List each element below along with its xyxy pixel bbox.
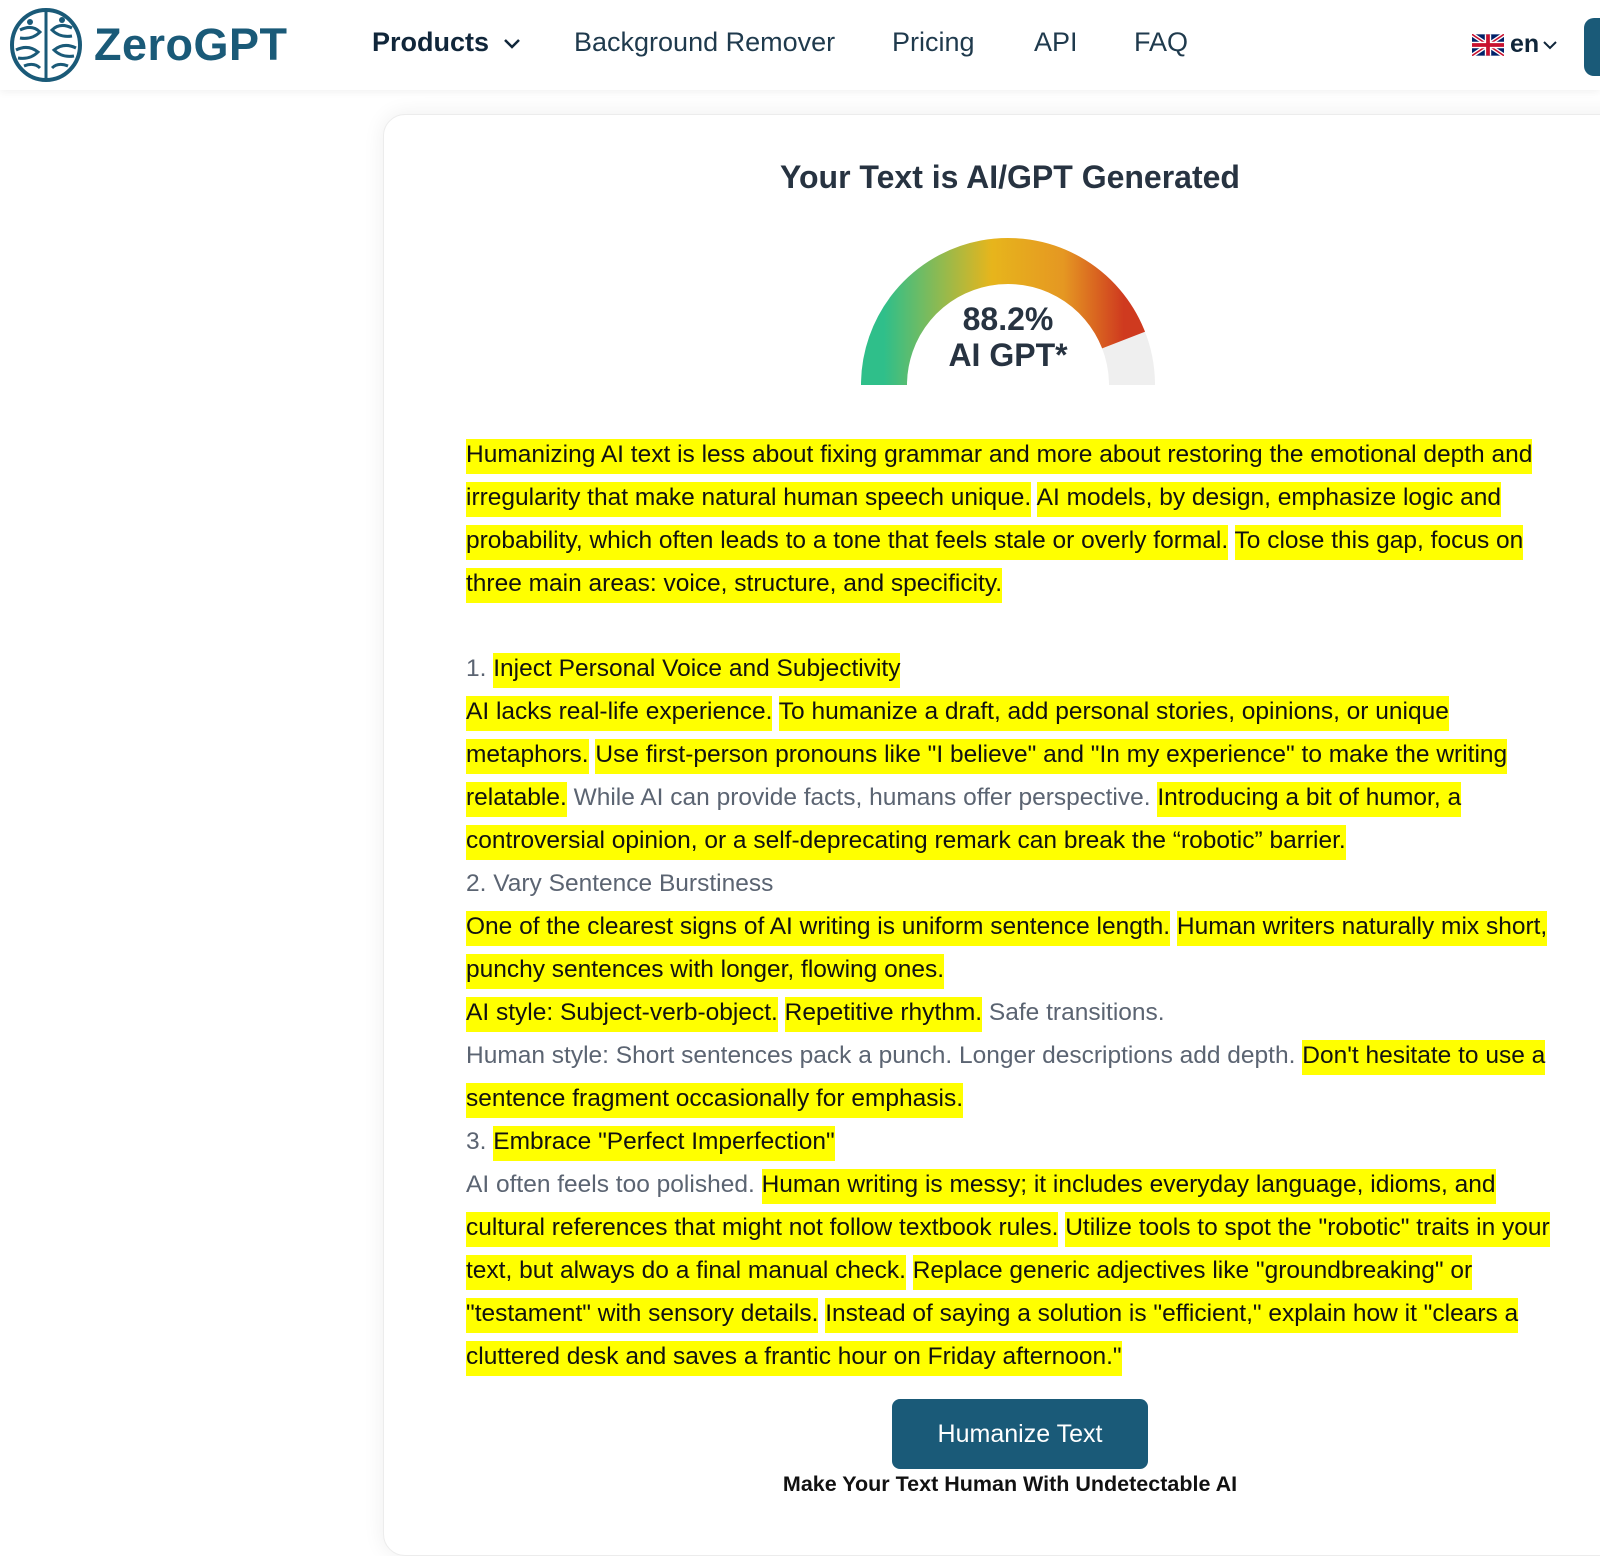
paragraph-intro <box>466 433 1578 605</box>
ai-sentence: To close this gap, focus on three main areas: voice, structure, and specificity. <box>466 525 1523 603</box>
language-code: en <box>1510 30 1540 58</box>
nav-background-remover[interactable]: Background Remover <box>574 27 836 57</box>
uk-flag-icon <box>1472 34 1504 56</box>
paragraph-imperfection <box>466 1163 1578 1378</box>
brain-icon <box>8 6 84 84</box>
paragraph-burstiness <box>466 905 1578 991</box>
ai-sentence: Instead of saying a solution is "efficient," explain how it "clears a cluttered desk and saves a frantic hour on Friday afternoon." <box>466 1298 1518 1376</box>
human-sentence: Human style: Short sentences pack a punch. Longer descriptions add depth. <box>466 1042 1296 1069</box>
paragraph-human-style <box>466 1034 1578 1120</box>
nav-pricing[interactable]: Pricing <box>892 27 975 57</box>
logo-text: ZeroGPT <box>94 19 288 70</box>
nav-products-label: Products <box>372 27 490 57</box>
heading-1 <box>466 647 1578 690</box>
result-card <box>383 114 1600 1556</box>
heading-number: 3. <box>466 1128 487 1155</box>
nav-products[interactable] <box>372 27 521 58</box>
ai-sentence: Replace generic adjectives like "groundbreaking" or "testament" with sensory details. <box>466 1255 1472 1333</box>
chevron-down-icon <box>1543 40 1557 50</box>
nav-api[interactable]: API <box>1034 27 1078 57</box>
paragraph-gap <box>466 605 1578 647</box>
nav-faq[interactable]: FAQ <box>1134 27 1189 57</box>
human-sentence: Safe transitions. <box>988 999 1165 1026</box>
heading-2: 2. Vary Sentence Burstiness <box>466 870 774 897</box>
chevron-down-icon <box>503 38 521 50</box>
language-selector[interactable] <box>1472 30 1557 59</box>
human-sentence: AI often feels too polished. <box>466 1171 755 1198</box>
ai-sentence: Use first-person pronouns like "I believe" and "In my experience" to make the writing relatable. <box>466 739 1507 817</box>
ai-sentence: Human writing is messy; it includes everyday language, idioms, and cultural references that might not follow textbook rules. <box>466 1169 1496 1247</box>
ai-sentence: AI style: Subject-verb-object. <box>466 997 778 1032</box>
ai-sentence: One of the clearest signs of AI writing is uniform sentence length. <box>466 911 1170 946</box>
header-cta-button[interactable] <box>1584 18 1600 76</box>
paragraph-ai-style <box>466 991 1578 1034</box>
heading-number: 1. <box>466 655 487 682</box>
human-sentence: While AI can provide facts, humans offer perspective. <box>573 784 1151 811</box>
ai-sentence: Inject Personal Voice and Subjectivity <box>493 653 900 688</box>
gauge-percentage: 88.2% <box>962 301 1054 337</box>
ai-sentence: Repetitive rhythm. <box>785 997 982 1032</box>
humanize-subcaption: Make Your Text Human With Undetectable AI <box>782 1472 1238 1496</box>
ai-sentence: Embrace "Perfect Imperfection" <box>493 1126 834 1161</box>
humanize-text-button[interactable]: Humanize Text <box>892 1399 1148 1469</box>
ai-sentence: To humanize a draft, add personal stories, opinions, or unique metaphors. <box>466 696 1449 774</box>
heading-3 <box>466 1120 1578 1163</box>
ai-sentence: AI lacks real-life experience. <box>466 696 772 731</box>
ai-sentence: Humanizing AI text is less about fixing grammar and more about restoring the emotional depth and irregularity that make natural human speech unique. <box>466 439 1532 517</box>
ai-score-gauge <box>848 215 1168 405</box>
ai-sentence: Utilize tools to spot the "robotic" traits in your text, but always do a final manual check. <box>466 1212 1550 1290</box>
ai-sentence: AI models, by design, emphasize logic and probability, which often leads to a tone that feels stale or overly formal. <box>466 482 1501 560</box>
top-navbar <box>0 0 1600 90</box>
ai-sentence: Introducing a bit of humor, a controversial opinion, or a self-deprecating remark can break the “robotic” barrier. <box>466 782 1461 860</box>
gauge-label: AI GPT* <box>948 337 1068 373</box>
ai-sentence: Don't hesitate to use a sentence fragment occasionally for emphasis. <box>466 1040 1545 1118</box>
logo-link[interactable] <box>8 6 288 84</box>
ai-sentence: Human writers naturally mix short, punchy sentences with longer, flowing ones. <box>466 911 1547 989</box>
result-title: Your Text is AI/GPT Generated <box>780 159 1240 195</box>
analyzed-text <box>466 433 1578 1378</box>
paragraph-voice <box>466 690 1578 862</box>
